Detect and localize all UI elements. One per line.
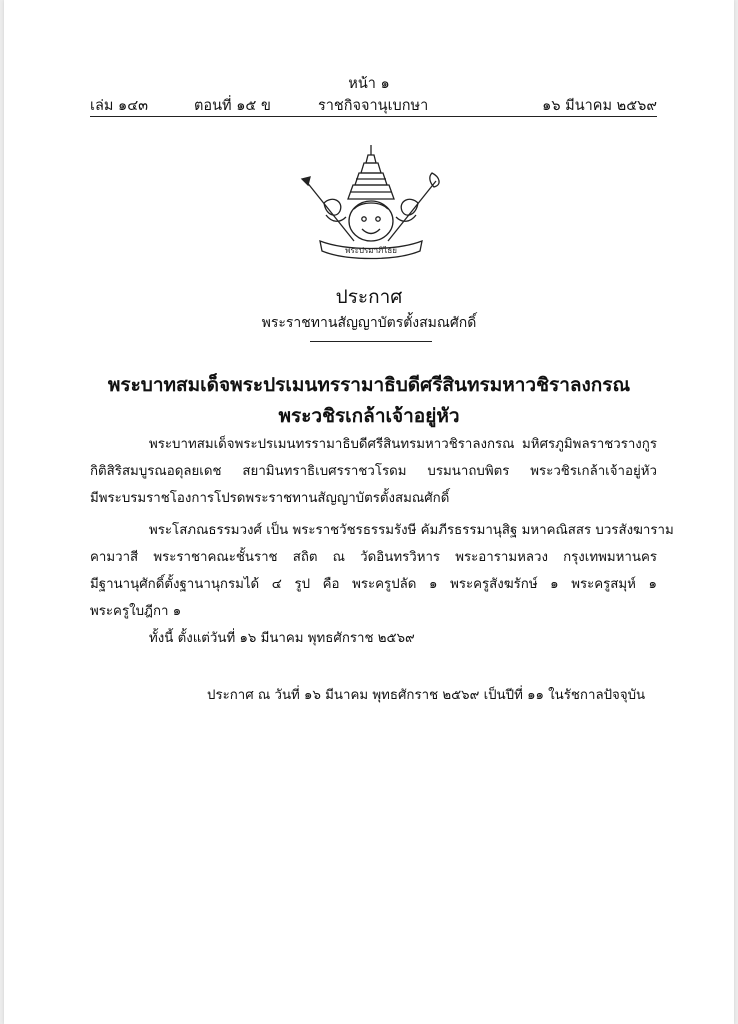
section-number: ตอนที่ ๑๕ ข: [194, 98, 271, 114]
effective-date: ทั้งนี้ ตั้งแต่วันที่ ๑๖ มีนาคม พุทธศักราช ๒๕๖๙: [149, 631, 415, 646]
page-number: หน้า ๑: [348, 76, 390, 92]
paragraph-2-line-1: พระโสภณธรรมวงศ์ เป็น พระราชวัชรธรรมรังษี คัมภีรธรรมานุสิฐ มหาคณิสสร บวรสังฆาราม: [149, 523, 674, 538]
gazette-page: [4, 0, 734, 1024]
king-title-line-2: พระวชิรเกล้าเจ้าอยู่หัว: [278, 405, 460, 427]
paragraph-1-line-2: กิติสิริสมบูรณอดุลยเดช สยามินทราธิเบศรราชวโรดม บรมนาถบพิตร พระวชิรเกล้าเจ้าอยู่หัว: [90, 464, 657, 479]
paragraph-2-line-2: คามวาสี พระราชาคณะชั้นราช สถิต ณ วัดอินทรวิหาร พระอารามหลวง กรุงเทพมหานคร: [90, 550, 657, 565]
gazette-date: ๑๖ มีนาคม ๒๕๖๙: [542, 98, 657, 114]
royal-emblem-icon: [296, 143, 446, 263]
paragraph-1-line-3: มีพระบรมราชโองการโปรดพระราชทานสัญญาบัตรตั้งสมณศักดิ์: [90, 491, 450, 506]
volume-number: เล่ม ๑๔๓: [90, 98, 149, 114]
paragraph-2-line-4: พระครูใบฎีกา ๑: [90, 604, 182, 619]
title-divider: [310, 341, 432, 342]
header-divider: [90, 116, 657, 117]
announcement-subtitle: พระราชทานสัญญาบัตรตั้งสมณศักดิ์: [261, 315, 477, 331]
king-title-line-1: พระบาทสมเด็จพระปรเมนทรรามาธิบดีศรีสินทรมหาวชิราลงกรณ: [107, 374, 631, 396]
paragraph-2-line-3: มีฐานานุศักดิ์ตั้งฐานานุกรมได้ ๔ รูป คือ พระครูปลัด ๑ พระครูสังฆรักษ์ ๑ พระครูสมุห์ ๑: [90, 577, 657, 592]
svg-text:พระปรมาภิไธย: พระปรมาภิไธย: [345, 246, 397, 255]
given-date-line: ประกาศ ณ วันที่ ๑๖ มีนาคม พุทธศักราช ๒๕๖๙ เป็นปีที่ ๑๑ ในรัชกาลปัจจุบัน: [207, 688, 646, 703]
announcement-title: ประกาศ: [335, 286, 403, 308]
paragraph-1-line-1: พระบาทสมเด็จพระปรเมนทรรามาธิบดีศรีสินทรมหาวชิราลงกรณ มหิศรภูมิพลราชวรางกูร: [149, 437, 657, 452]
gazette-name: ราชกิจจานุเบกษา: [318, 98, 429, 114]
gazette-header: [90, 94, 657, 114]
